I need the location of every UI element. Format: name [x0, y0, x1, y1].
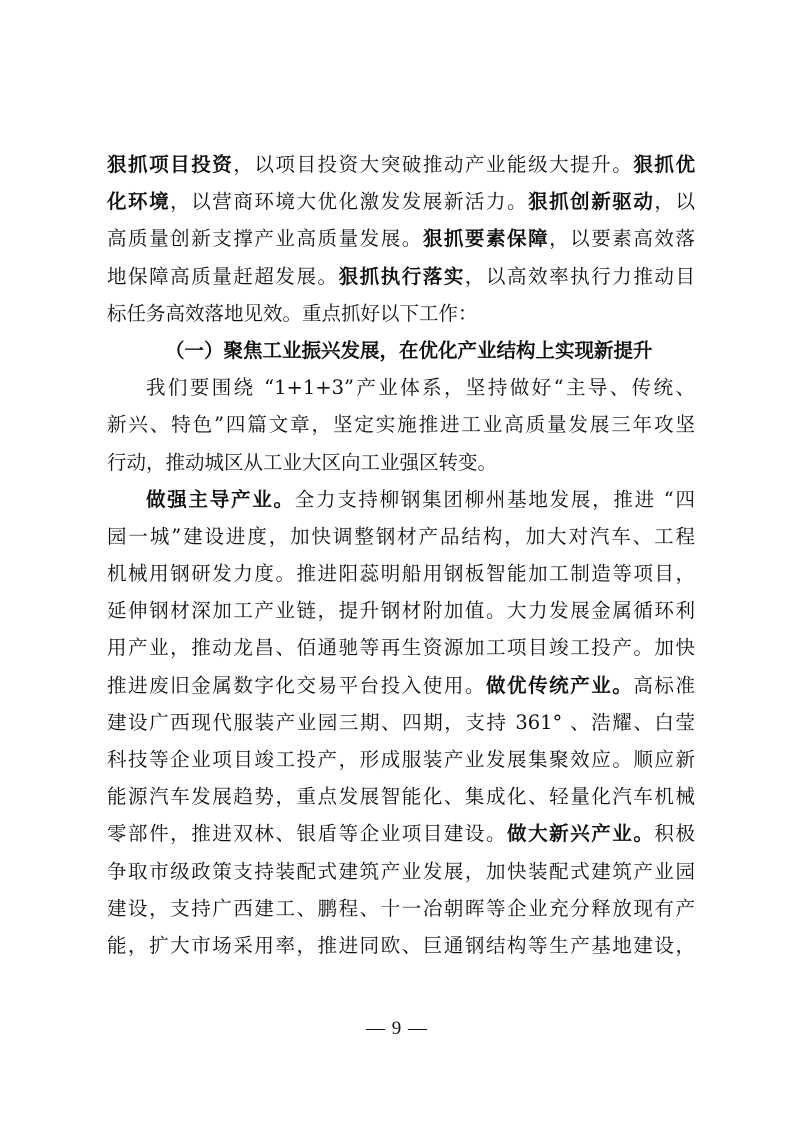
- paragraph-line: [107, 481, 695, 518]
- text-run: ，以要素高效落: [549, 227, 695, 251]
- bold-phrase: 做大新兴产业。: [507, 822, 655, 846]
- text-run: 标任务高效落地见效。重点抓好以下工作：: [107, 301, 478, 325]
- text-run: ，以项目投资大突破推动产业能级大提升。: [233, 153, 634, 176]
- section-heading: （一）聚焦工业振兴发展，在优化产业结构上实现新提升: [165, 338, 653, 362]
- bold-phrase: 做优传统产业。: [485, 673, 634, 697]
- bold-phrase: 狠抓项目投资: [107, 153, 234, 176]
- text-run: 高标准: [633, 673, 695, 697]
- bold-phrase: 化环境: [107, 190, 171, 214]
- paragraph-line: 建设广西现代服装产业园三期、四期，支持 361° 、浩耀、白莹: [107, 710, 695, 734]
- bold-phrase: 狠抓创新驱动: [528, 190, 655, 214]
- paragraph-line: 园一城”建设进度，加快调整钢材产品结构，加大对汽车、工程: [107, 524, 695, 548]
- bold-phrase: 狠抓执行落实: [338, 264, 465, 288]
- paragraph-line: [107, 258, 695, 295]
- paragraph-line: [107, 295, 695, 332]
- paragraph-line: 建设，支持广西建工、鹏程、十一冶朝晖等企业充分释放现有产: [107, 896, 695, 920]
- text-run: ，以高效率执行力推动目: [464, 264, 695, 288]
- bold-phrase: 狠抓要素保障: [422, 227, 550, 251]
- bold-phrase: 狠抓优: [633, 153, 695, 176]
- text-run: 零部件，推进双林、银盾等企业项目建设。: [107, 822, 508, 846]
- bold-phrase: 做强主导产业。: [146, 487, 295, 511]
- paragraph-line: [107, 146, 695, 183]
- paragraph-line: 能，扩大市场采用率，推进同欧、巨通钢结构等生产基地建设，: [107, 933, 695, 957]
- paragraph-line: 我们要围绕 “1+1+3”产业体系，坚持做好“主导、传统、: [146, 376, 695, 400]
- document-body: [107, 146, 695, 964]
- text-run: ，以营商环境大优化激发发展新活力。: [170, 190, 529, 214]
- text-run: 推进废旧金属数字化交易平台投入使用。: [107, 673, 486, 697]
- paragraph-line: 延伸钢材深加工产业链，提升钢材附加值。大力发展金属循环利: [107, 599, 695, 623]
- paragraph-line: [107, 815, 695, 852]
- paragraph-line: 争取市级政策支持装配式建筑产业发展，加快装配式建筑产业园: [107, 859, 695, 883]
- text-run: ，以: [654, 190, 695, 214]
- text-run: 高质量创新支撑产业高质量发展。: [107, 227, 423, 251]
- text-run: 积极: [654, 822, 695, 846]
- paragraph-line: 机械用钢研发力度。推进阳蕊明船用钢板智能加工制造等项目，: [107, 562, 695, 586]
- paragraph-line: 用产业，推动龙昌、佰通驰等再生资源加工项目竣工投产。加快: [107, 636, 695, 660]
- text-run: 地保障高质量赶超发展。: [107, 264, 339, 288]
- paragraph-line: [107, 667, 695, 704]
- paragraph-line: 新兴、特色”四篇文章，坚定实施推进工业高质量发展三年攻坚: [107, 413, 695, 437]
- page-number: — 9 —: [366, 1018, 428, 1039]
- paragraph-line: 行动，推动城区从工业大区向工业强区转变。: [107, 450, 498, 474]
- paragraph-line: 科技等企业项目竣工投产，形成服装产业发展集聚效应。顺应新: [107, 748, 695, 771]
- text-run: 全力支持柳钢集团柳州基地发展，推进 “四: [294, 487, 695, 511]
- paragraph-line: [107, 220, 695, 257]
- paragraph-line: [107, 183, 695, 220]
- paragraph-line: 能源汽车发展趋势，重点发展智能化、集成化、轻量化汽车机械: [107, 785, 695, 809]
